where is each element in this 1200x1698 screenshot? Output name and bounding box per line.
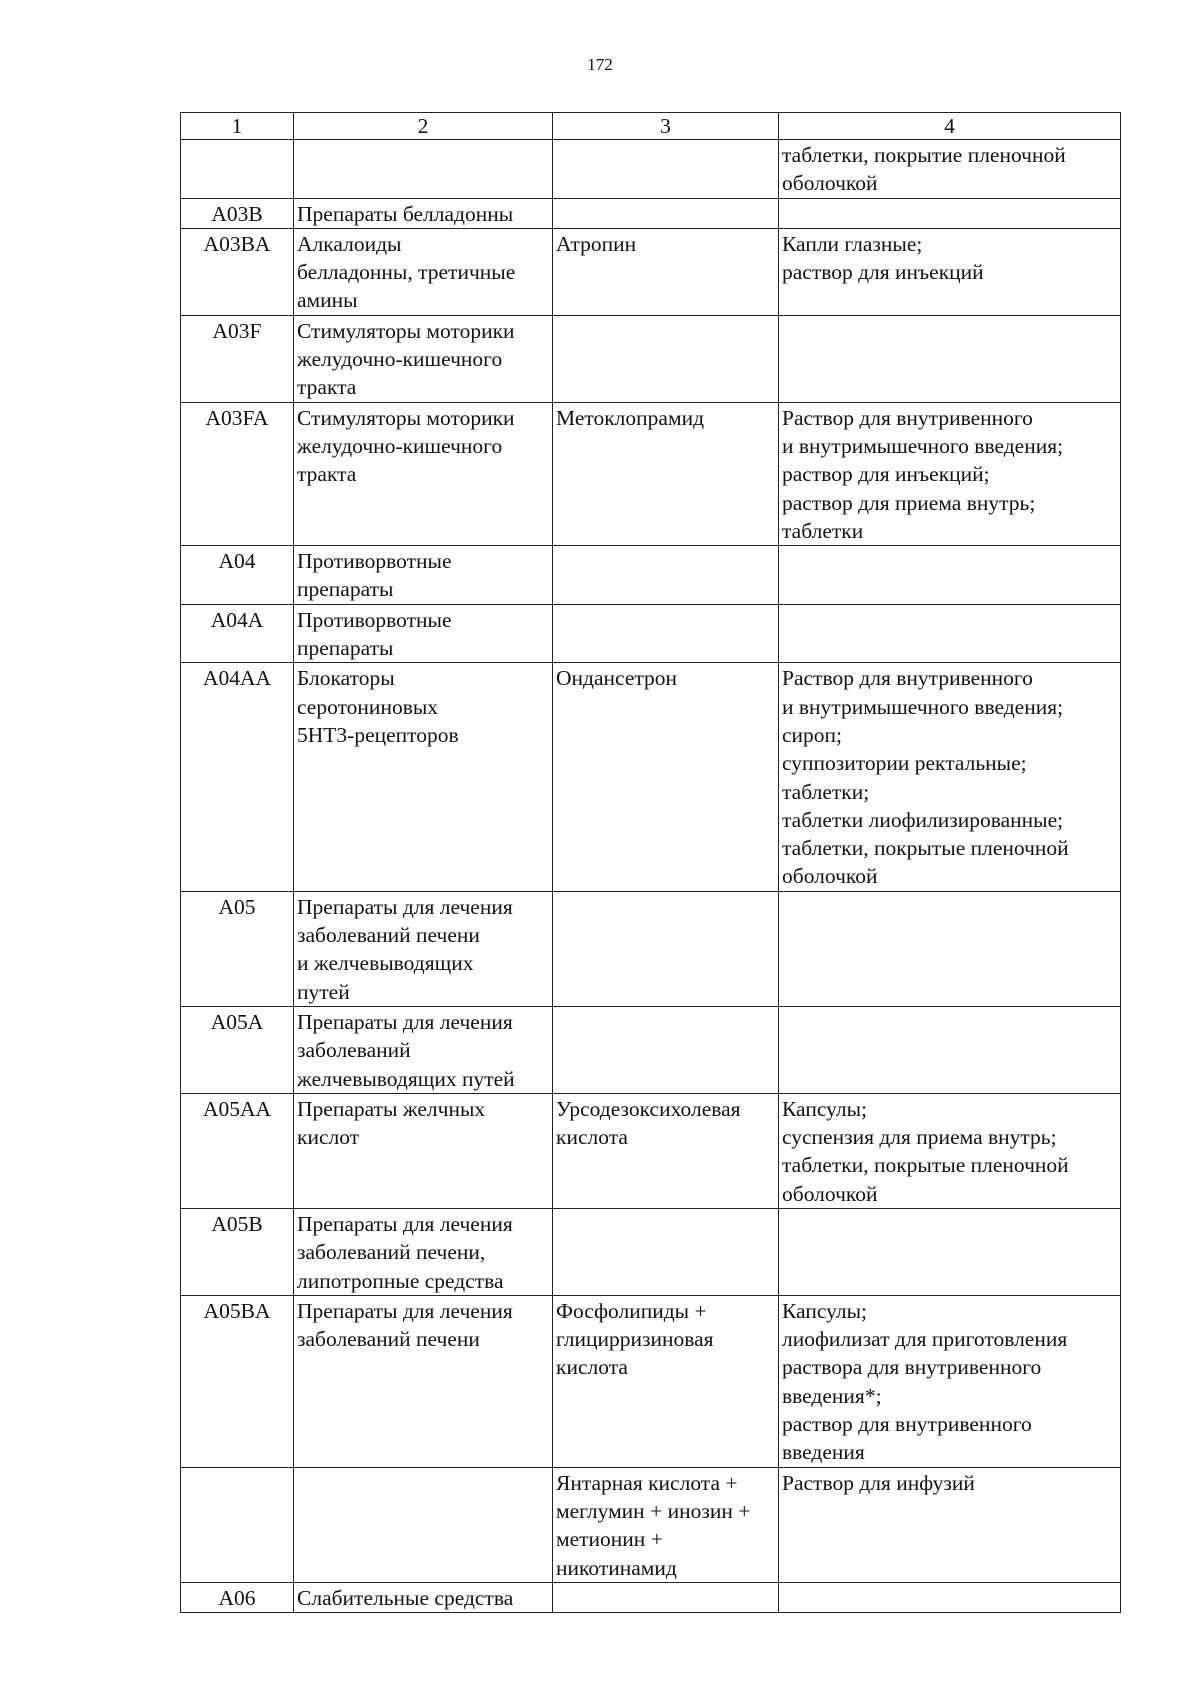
atc-code-cell: A04A	[181, 604, 294, 663]
table-row	[181, 1295, 1121, 1467]
drug-name-cell	[553, 1208, 779, 1295]
group-name-cell: Препараты для лечения заболеваний печени и желчевыводящих путей	[294, 891, 553, 1006]
column-header-drug: 3	[553, 113, 779, 140]
table-row	[181, 1208, 1121, 1295]
atc-code-cell: A03F	[181, 315, 294, 402]
drug-name-cell: Метоклопрамид	[553, 402, 779, 545]
table-row	[181, 198, 1121, 228]
table-row	[181, 663, 1121, 891]
dosage-form-cell: Капсулы; суспензия для приема внутрь; таблетки, покрытые пленочной оболочкой	[779, 1093, 1121, 1208]
drug-name-cell: Урсодезоксихолевая кислота	[553, 1093, 779, 1208]
table-row	[181, 1093, 1121, 1208]
atc-code-cell: A04	[181, 546, 294, 605]
atc-code-cell: A03B	[181, 198, 294, 228]
atc-code-cell: A03BA	[181, 228, 294, 315]
group-name-cell: Противорвотные препараты	[294, 604, 553, 663]
group-name-cell: Стимуляторы моторики желудочно-кишечного тракта	[294, 402, 553, 545]
drug-name-cell	[553, 140, 779, 199]
group-name-cell: Препараты для лечения заболеваний печени, липотропные средства	[294, 1208, 553, 1295]
table-header-row	[181, 113, 1121, 140]
table-row	[181, 546, 1121, 605]
drug-name-cell	[553, 315, 779, 402]
group-name-cell: Препараты желчных кислот	[294, 1093, 553, 1208]
group-name-cell	[294, 1467, 553, 1582]
dosage-form-cell	[779, 891, 1121, 1006]
atc-code-cell	[181, 1467, 294, 1582]
drug-table-container	[180, 112, 1121, 1613]
atc-code-cell: A06	[181, 1582, 294, 1612]
atc-code-cell: A05A	[181, 1006, 294, 1093]
dosage-form-cell	[779, 315, 1121, 402]
drug-name-cell: Янтарная кислота + меглумин + инозин + метионин + никотинамид	[553, 1467, 779, 1582]
atc-code-cell: A03FA	[181, 402, 294, 545]
dosage-form-cell: Капсулы; лиофилизат для приготовления раствора для внутривенного введения*; раствор для внутривенного введения	[779, 1295, 1121, 1467]
column-header-group: 2	[294, 113, 553, 140]
dosage-form-cell: Раствор для инфузий	[779, 1467, 1121, 1582]
drug-name-cell: Фосфолипиды + глицирризиновая кислота	[553, 1295, 779, 1467]
table-row	[181, 140, 1121, 199]
drug-name-cell	[553, 1582, 779, 1612]
dosage-form-cell	[779, 546, 1121, 605]
dosage-form-cell	[779, 1006, 1121, 1093]
dosage-form-cell	[779, 1582, 1121, 1612]
atc-code-cell: A05B	[181, 1208, 294, 1295]
table-row	[181, 891, 1121, 1006]
table-row	[181, 1006, 1121, 1093]
table-row	[181, 604, 1121, 663]
page-number: 172	[587, 55, 613, 74]
dosage-form-cell: таблетки, покрытие пленочной оболочкой	[779, 140, 1121, 199]
dosage-form-cell: Раствор для внутривенного и внутримышечного введения; раствор для инъекций; раствор для приема внутрь; таблетки	[779, 402, 1121, 545]
group-name-cell: Блокаторы серотониновых 5HT3-рецепторов	[294, 663, 553, 891]
table-row	[181, 1582, 1121, 1612]
drug-table	[180, 112, 1121, 1613]
group-name-cell	[294, 140, 553, 199]
drug-name-cell	[553, 1006, 779, 1093]
drug-name-cell	[553, 546, 779, 605]
dosage-form-cell	[779, 604, 1121, 663]
group-name-cell: Противорвотные препараты	[294, 546, 553, 605]
drug-name-cell	[553, 604, 779, 663]
drug-name-cell: Атропин	[553, 228, 779, 315]
column-header-form: 4	[779, 113, 1121, 140]
drug-name-cell	[553, 198, 779, 228]
atc-code-cell: A05AA	[181, 1093, 294, 1208]
table-body	[181, 140, 1121, 1613]
atc-code-cell: A05	[181, 891, 294, 1006]
table-row	[181, 228, 1121, 315]
column-header-code: 1	[181, 113, 294, 140]
dosage-form-cell: Раствор для внутривенного и внутримышечного введения; сироп; суппозитории ректальные; таблетки; таблетки лиофилизированные; таблетки, покрытые пленочной оболочкой	[779, 663, 1121, 891]
drug-name-cell	[553, 891, 779, 1006]
atc-code-cell: A04AA	[181, 663, 294, 891]
group-name-cell: Препараты белладонны	[294, 198, 553, 228]
table-row	[181, 402, 1121, 545]
group-name-cell: Алкалоиды белладонны, третичные амины	[294, 228, 553, 315]
table-row	[181, 1467, 1121, 1582]
atc-code-cell	[181, 140, 294, 199]
table-row	[181, 315, 1121, 402]
group-name-cell: Слабительные средства	[294, 1582, 553, 1612]
dosage-form-cell: Капли глазные; раствор для инъекций	[779, 228, 1121, 315]
atc-code-cell: A05BA	[181, 1295, 294, 1467]
group-name-cell: Стимуляторы моторики желудочно-кишечного тракта	[294, 315, 553, 402]
dosage-form-cell	[779, 1208, 1121, 1295]
group-name-cell: Препараты для лечения заболеваний печени	[294, 1295, 553, 1467]
group-name-cell: Препараты для лечения заболеваний желчевыводящих путей	[294, 1006, 553, 1093]
drug-name-cell: Ондансетрон	[553, 663, 779, 891]
dosage-form-cell	[779, 198, 1121, 228]
